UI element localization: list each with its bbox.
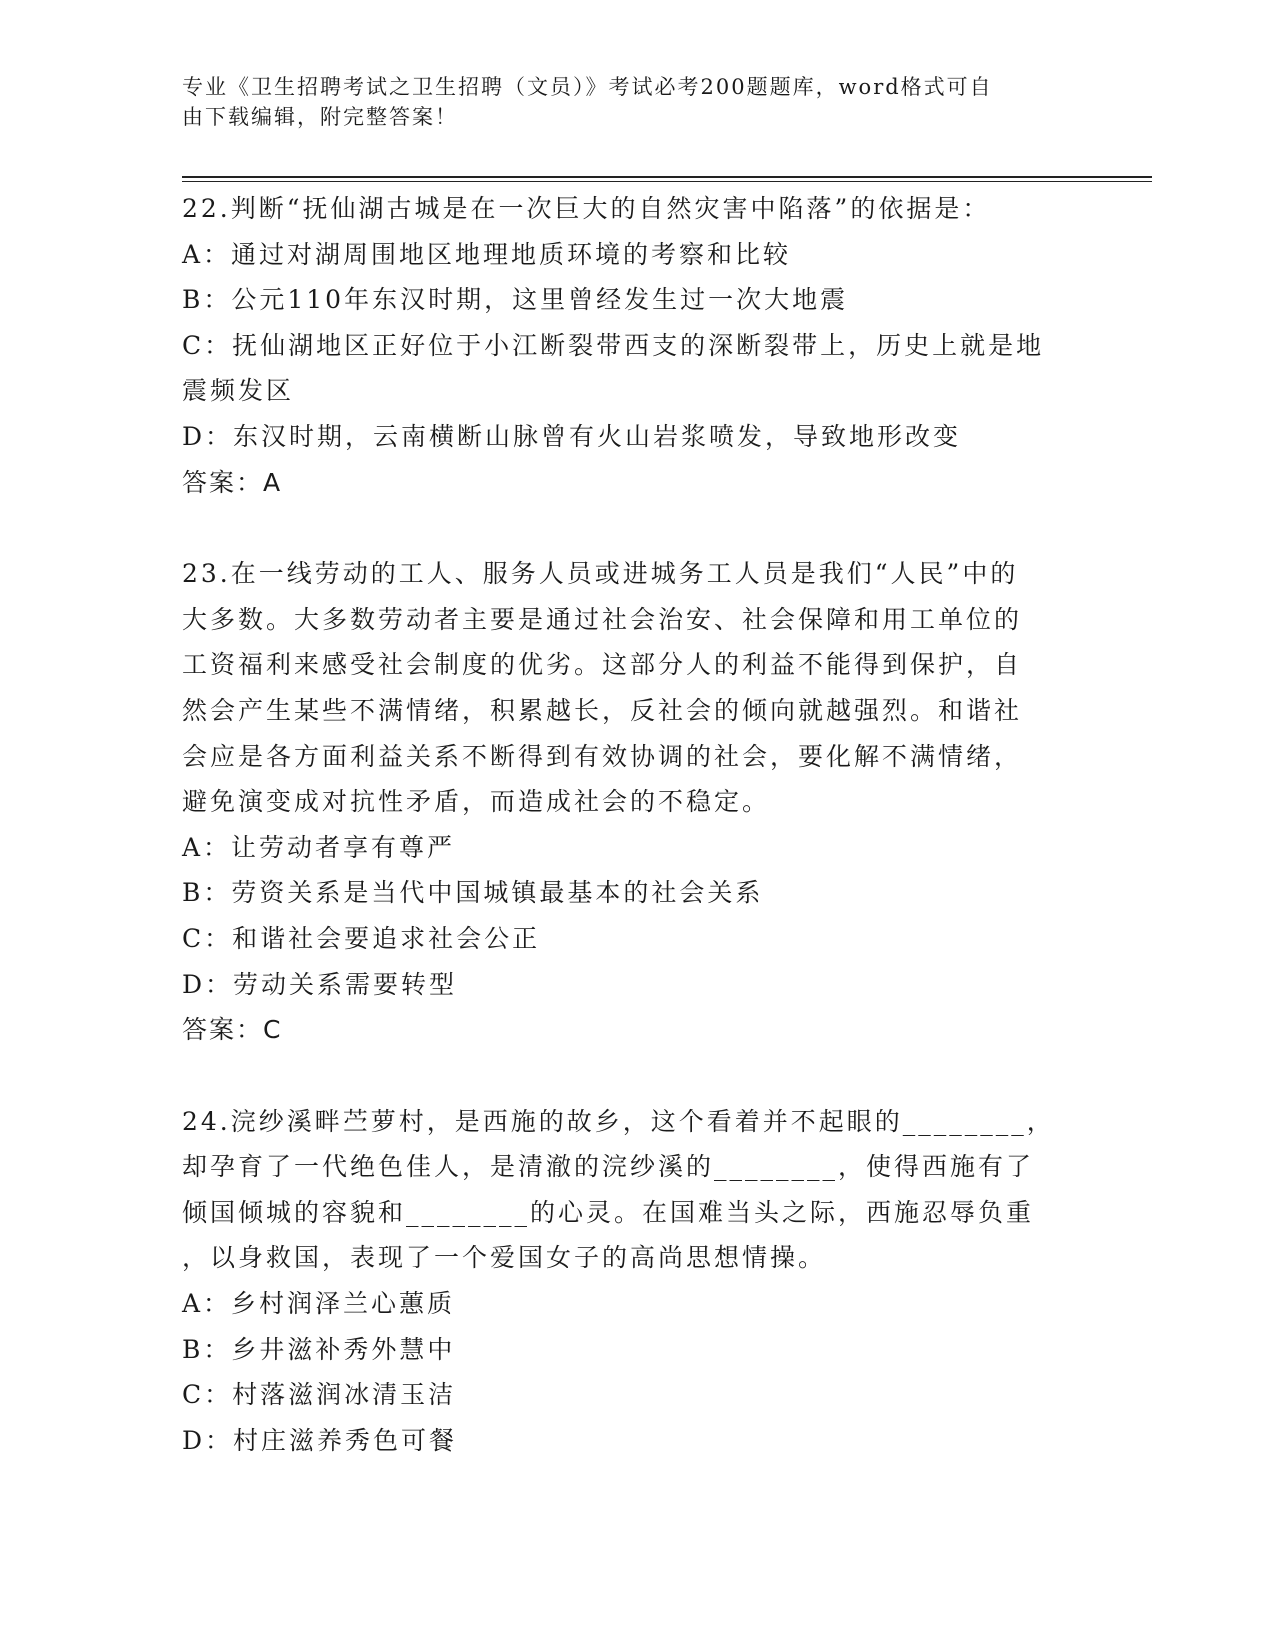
option-d: D：东汉时期，云南横断山脉曾有火山岩浆喷发，导致地形改变 xyxy=(182,421,962,451)
answer-label: 答案：A xyxy=(182,467,283,497)
option-c: C：和谐社会要追求社会公正 xyxy=(182,923,541,953)
option-a: A：乡村润泽兰心蕙质 xyxy=(182,1289,456,1319)
option-c-continued: 震频发区 xyxy=(182,376,295,406)
option-b: B：乡井滋补秀外慧中 xyxy=(182,1334,456,1364)
answer-label: 答案：C xyxy=(182,1015,283,1045)
option-a: A：让劳动者享有尊严 xyxy=(182,832,456,862)
question-text-line: 却孕育了一代绝色佳人，是清澈的浣纱溪的________，使得西施有了 xyxy=(182,1152,1035,1182)
question-text-line: 22.判断“抚仙湖古城是在一次巨大的自然灾害中陷落”的依据是： xyxy=(182,194,991,223)
question-list xyxy=(182,186,1062,1509)
document-header xyxy=(182,72,1062,132)
question-text-line: ，以身救国，表现了一个爱国女子的高尚思想情操。 xyxy=(182,1243,827,1273)
question-text-line: 大多数。大多数劳动者主要是通过社会治安、社会保障和用工单位的 xyxy=(182,604,1023,634)
header-divider-thin xyxy=(182,181,1152,182)
option-d: D：劳动关系需要转型 xyxy=(182,969,458,999)
question-22 xyxy=(182,186,1062,505)
header-line-2: 由下载编辑，附完整答案！ xyxy=(182,105,458,129)
question-text-line: 23.在一线劳动的工人、服务人员或进城务工人员是我们“人民”中的 xyxy=(182,559,1019,589)
option-b: B：劳资关系是当代中国城镇最基本的社会关系 xyxy=(182,878,764,908)
question-23 xyxy=(182,551,1062,1053)
option-c: C：抚仙湖地区正好位于小江断裂带西支的深断裂带上，历史上就是地 xyxy=(182,330,1045,360)
question-text-line: 避免演变成对抗性矛盾，而造成社会的不稳定。 xyxy=(182,787,771,817)
question-text-line: 会应是各方面利益关系不断得到有效协调的社会，要化解不满情绪， xyxy=(182,741,1023,771)
option-a: A：通过对湖周围地区地理地质环境的考察和比较 xyxy=(182,239,792,269)
question-text-line: 24.浣纱溪畔苎萝村，是西施的故乡，这个看着并不起眼的________， xyxy=(182,1106,1055,1136)
question-24 xyxy=(182,1099,1062,1464)
question-text-line: 然会产生某些不满情绪，积累越长，反社会的倾向就越强烈。和谐社 xyxy=(182,695,1023,725)
option-b: B：公元110年东汉时期，这里曾经发生过一次大地震 xyxy=(182,285,849,315)
option-d: D：村庄滋养秀色可餐 xyxy=(182,1425,458,1455)
header-line-1: 专业《卫生招聘考试之卫生招聘（文员）》考试必考200题题库，word格式可自 xyxy=(182,75,993,99)
option-c: C：村落滋润冰清玉洁 xyxy=(182,1380,457,1410)
question-text-line: 工资福利来感受社会制度的优劣。这部分人的利益不能得到保护，自 xyxy=(182,650,1023,680)
question-text-line: 倾国倾城的容貌和________的心灵。在国难当头之际，西施忍辱负重 xyxy=(182,1197,1035,1227)
header-divider-thick xyxy=(182,176,1152,178)
